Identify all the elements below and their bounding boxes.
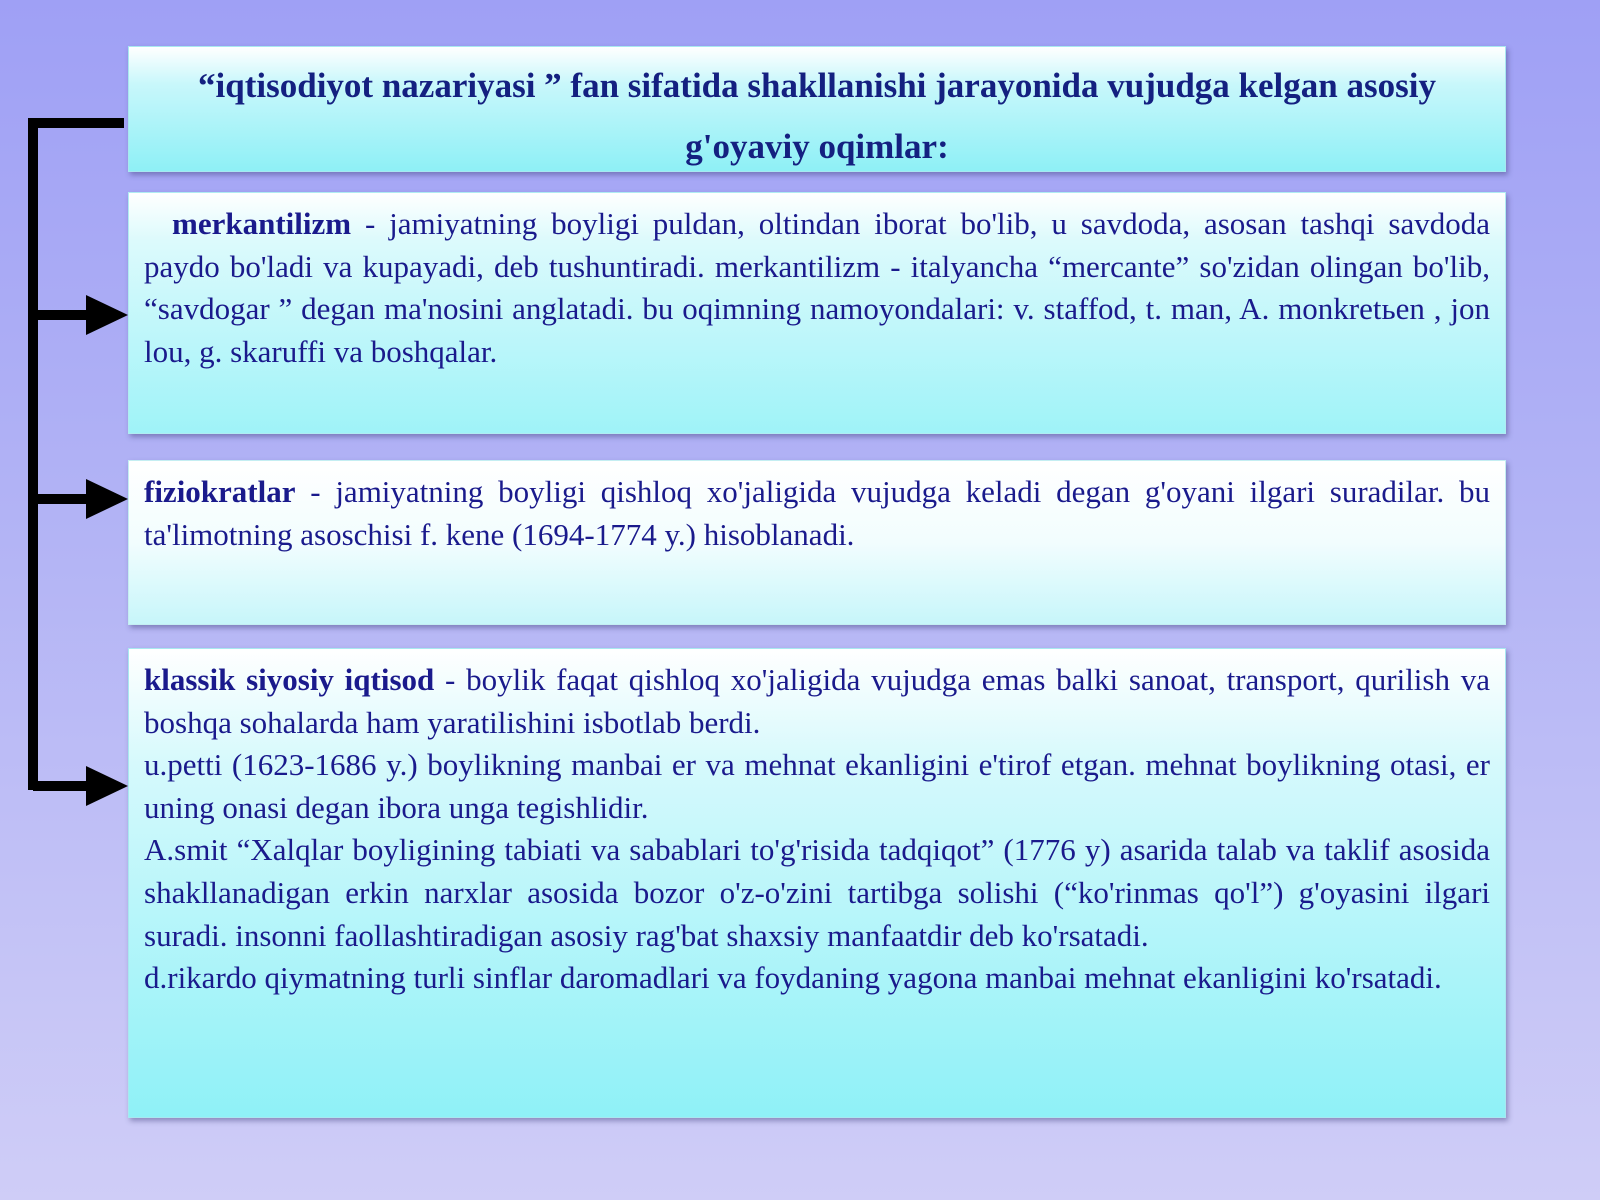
smit-paragraph: A.smit “Xalqlar boyligining tabiati va sabablari to'g'risida tadqiqot” (1776 y) asarida talab va taklif asosida shakllanadigan erkin narxlar asosida bozor o'z-o'zini tartibga solishi (“ko'rinmas qo'l”) g'oyasini ilgari suradi. insonni faollashtiradigan asosiy rag'bat shaxsiy manfaatdir deb ko'rsatadi. <box>144 832 1490 953</box>
klassik-paragraphs <box>144 659 1490 1000</box>
fiziokratlar-paragraph <box>144 471 1490 556</box>
arrow-3 <box>33 766 128 806</box>
klassik-intro-paragraph <box>144 659 1490 744</box>
arrow-head-icon <box>86 295 128 335</box>
connector-bracket <box>0 0 140 1200</box>
arrow-1 <box>33 295 128 335</box>
petti-paragraph: u.petti (1623-1686 y.) boylikning manbai er va mehnat ekanligini e'tirof etgan. mehnat boylikning otasi, er uning onasi degan ibora unga tegishlidir. <box>144 747 1490 825</box>
arrow-head-icon <box>86 479 128 519</box>
klassik-term: klassik siyosiy iqtisod <box>144 662 435 697</box>
fiziokratlar-text: - jamiyatning boyligi qishloq xo'jaligida vujudga keladi degan g'oyani ilgari suradilar. bu ta'limotning asoschisi f. kene (1694-1774 y.) hisoblanadi. <box>144 474 1490 552</box>
merkantilizm-paragraph <box>144 203 1490 373</box>
merkantilizm-term: merkantilizm <box>172 206 352 241</box>
rikardo-paragraph: d.rikardo qiymatning turli sinflar daromadlari va foydaning yagona manbai mehnat ekanligini ko'rsatadi. <box>144 960 1442 996</box>
title-box <box>128 46 1506 172</box>
arrow-head-icon <box>86 766 128 806</box>
arrow-2 <box>33 479 128 519</box>
bracket-lines <box>28 118 124 790</box>
fiziokratlar-term: fiziokratlar <box>144 474 296 509</box>
merkantilizm-text: - jamiyatning boyligi puldan, oltindan iborat bo'lib, u savdoda, asosan tashqi savdoda paydo bo'ladi va kupayadi, deb tushuntiradi. merkantilizm - italyancha “mercante” so'zidan olingan bo'lib, “savdogar ” degan ma'nosini anglatadi. bu oqimning namoyondalari: v. staffod, t. man, A. monkretьen , jon lou, g. skaruffi va boshqalar. <box>144 206 1490 369</box>
fiziokratlar-box <box>128 460 1506 625</box>
klassik-intro-text: - boylik faqat qishloq xo'jaligida vujudga emas balki sanoat, transport, qurilish va boshqa sohalarda ham yaratilishini isbotlab berdi. <box>144 662 1490 740</box>
merkantilizm-box <box>128 192 1506 434</box>
klassik-box <box>128 648 1506 1118</box>
slide-title: “iqtisodiyot nazariyasi ” fan sifatida shakllanishi jarayonida vujudga kelgan asosiy g'oyaviy oqimlar: <box>198 66 1436 166</box>
